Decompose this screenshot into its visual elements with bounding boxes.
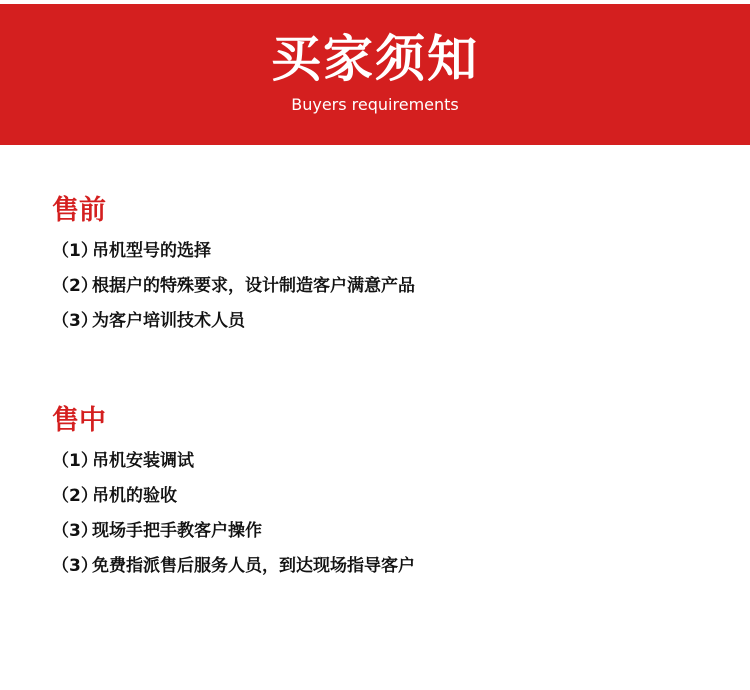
- item-number: （1）: [52, 241, 98, 261]
- list-item: [52, 239, 712, 263]
- list-item: [52, 484, 712, 508]
- item-text: 吊机安装调试: [92, 451, 194, 471]
- page-title: 买家须知: [271, 30, 479, 88]
- item-number: （3）: [52, 311, 98, 331]
- item-text: 现场手把手教客户操作: [92, 521, 262, 541]
- list-item: [52, 554, 712, 578]
- list-item: [52, 274, 712, 298]
- section-title: 售前: [52, 195, 106, 226]
- list-item: [52, 449, 712, 473]
- list-item: [52, 309, 712, 333]
- item-text: 为客户培训技术人员: [92, 311, 245, 331]
- header-banner: [0, 4, 750, 145]
- item-text: 吊机的验收: [92, 486, 177, 506]
- item-text: 根据户的特殊要求，设计制造客户满意产品: [92, 276, 415, 296]
- item-number: （1）: [52, 451, 98, 471]
- item-number: （3）: [52, 521, 98, 541]
- item-text: 吊机型号的选择: [92, 241, 211, 261]
- section-in-sale: [52, 403, 712, 589]
- list-item: [52, 519, 712, 543]
- section-title: 售中: [52, 405, 106, 436]
- section-pre-sale: [52, 193, 712, 344]
- item-number: （2）: [52, 276, 98, 296]
- item-number: （2）: [52, 486, 98, 506]
- item-number: （3）: [52, 556, 98, 576]
- item-text: 免费指派售后服务人员，到达现场指导客户: [92, 556, 415, 576]
- page-subtitle: Buyers requirements: [291, 95, 459, 114]
